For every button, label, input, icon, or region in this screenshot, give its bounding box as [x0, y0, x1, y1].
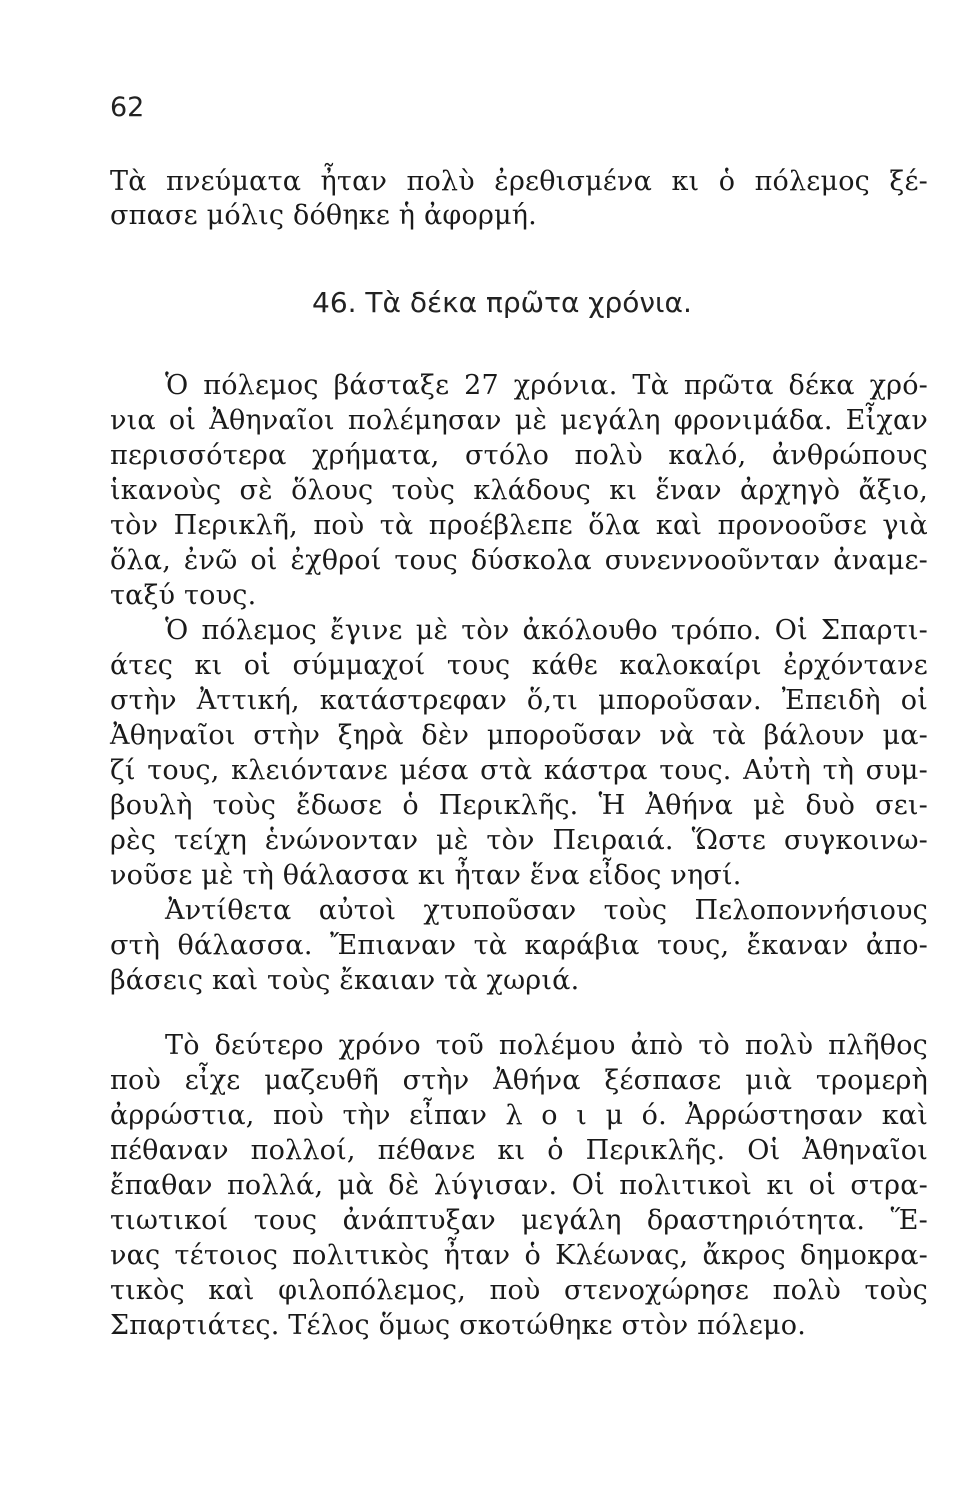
text-line: πέθαναν πολλοί, πέθανε κι ὁ Περικλῆς. Οἱ Ἀθηναῖοι	[110, 1135, 928, 1166]
text-line: περισσότερα χρήματα, στόλο πολὺ καλό, ἀνθρώπους	[110, 440, 928, 471]
text-line: ζί τους, κλειόντανε μέσα στὰ κάστρα τους. Αὐτὴ τὴ συμ-	[110, 755, 928, 786]
text-line: ἱκανοὺς σὲ ὅλους τοὺς κλάδους κι ἕναν ἀρχηγὸ ἄξιο,	[110, 475, 928, 506]
text-line: Ἀντίθετα αὐτοὶ χτυποῦσαν τοὺς Πελοποννήσιους	[165, 895, 928, 926]
text-line: Τὰ πνεύματα ἦταν πολὺ ἐρεθισμένα κι ὁ πόλεμος ξέ-	[110, 166, 928, 197]
text-line: τιωτικοί τους ἀνάπτυξαν μεγάλη δραστηριότητα. Ἕ-	[110, 1205, 928, 1236]
text-line: ρὲς τείχη ἑνώνονταν μὲ τὸν Πειραιά. Ὥστε συγκοινω-	[110, 825, 928, 856]
text-line: ἀρρώστια, ποὺ τὴν εἶπαν λ ο ι μ ό. Ἀρρώστησαν καὶ	[110, 1100, 928, 1131]
text-line: ποὺ εἶχε μαζευθῆ στὴν Ἀθήνα ξέσπασε μιὰ τρομερὴ	[110, 1065, 928, 1096]
section-heading: 46. Τὰ δέκα πρῶτα χρόνια.	[312, 286, 692, 319]
text-line: νια οἱ Ἀθηναῖοι πολέμησαν μὲ μεγάλη φρονιμάδα. Εἶχαν	[110, 405, 928, 436]
text-line: Ὁ πόλεμος ἔγινε μὲ τὸν ἀκόλουθο τρόπο. Οἱ Σπαρτι-	[165, 615, 928, 646]
page-number: 62	[110, 92, 145, 123]
text-line: βάσεις καὶ τοὺς ἔκαιαν τὰ χωριά.	[110, 965, 580, 996]
text-line: τὸν Περικλῆ, ποὺ τὰ προέβλεπε ὅλα καὶ προνοοῦσε γιὰ	[110, 510, 928, 541]
text-line: σπασε μόλις δόθηκε ἡ ἀφορμή.	[110, 200, 537, 231]
text-line: Σπαρτιάτες. Τέλος ὅμως σκοτώθηκε στὸν πόλεμο.	[110, 1310, 806, 1341]
text-line: νας τέτοιος πολιτικὸς ἦταν ὁ Κλέωνας, ἄκρος δημοκρα-	[110, 1240, 928, 1271]
text-line: στὴ θάλασσα. Ἔπιαναν τὰ καράβια τους, ἔκαναν ἀπο-	[110, 930, 928, 961]
text-line: ὅλα, ἐνῶ οἱ ἐχθροί τους δύσκολα συνεννοοῦνταν ἀναμε-	[110, 545, 928, 576]
text-line: Τὸ δεύτερο χρόνο τοῦ πολέμου ἀπὸ τὸ πολὺ πλῆθος	[165, 1030, 928, 1061]
text-line: ἔπαθαν πολλά, μὰ δὲ λύγισαν. Οἱ πολιτικοὶ κι οἱ στρα-	[110, 1170, 928, 1201]
text-line: βουλὴ τοὺς ἔδωσε ὁ Περικλῆς. Ἡ Ἀθήνα μὲ δυὸ σει-	[110, 790, 928, 821]
text-line: Ἀθηναῖοι στὴν ξηρὰ δὲν μποροῦσαν νὰ τὰ βάλουν μα-	[110, 720, 928, 751]
text-line: τικὸς καὶ φιλοπόλεμος, ποὺ στενοχώρησε πολὺ τοὺς	[110, 1275, 928, 1306]
text-line: άτες κι οἱ σύμμαχοί τους κάθε καλοκαίρι ἐρχόντανε	[110, 650, 928, 681]
text-line: ταξύ τους.	[110, 580, 257, 611]
text-line: νοῦσε μὲ τὴ θάλασσα κι ἦταν ἕνα εἶδος νησί.	[110, 860, 742, 891]
text-line: στὴν Ἀττική, κατάστρεφαν ὅ,τι μποροῦσαν. Ἐπειδὴ οἱ	[110, 685, 928, 716]
text-line: Ὁ πόλεμος βάσταξε 27 χρόνια. Τὰ πρῶτα δέκα χρό-	[165, 370, 928, 401]
